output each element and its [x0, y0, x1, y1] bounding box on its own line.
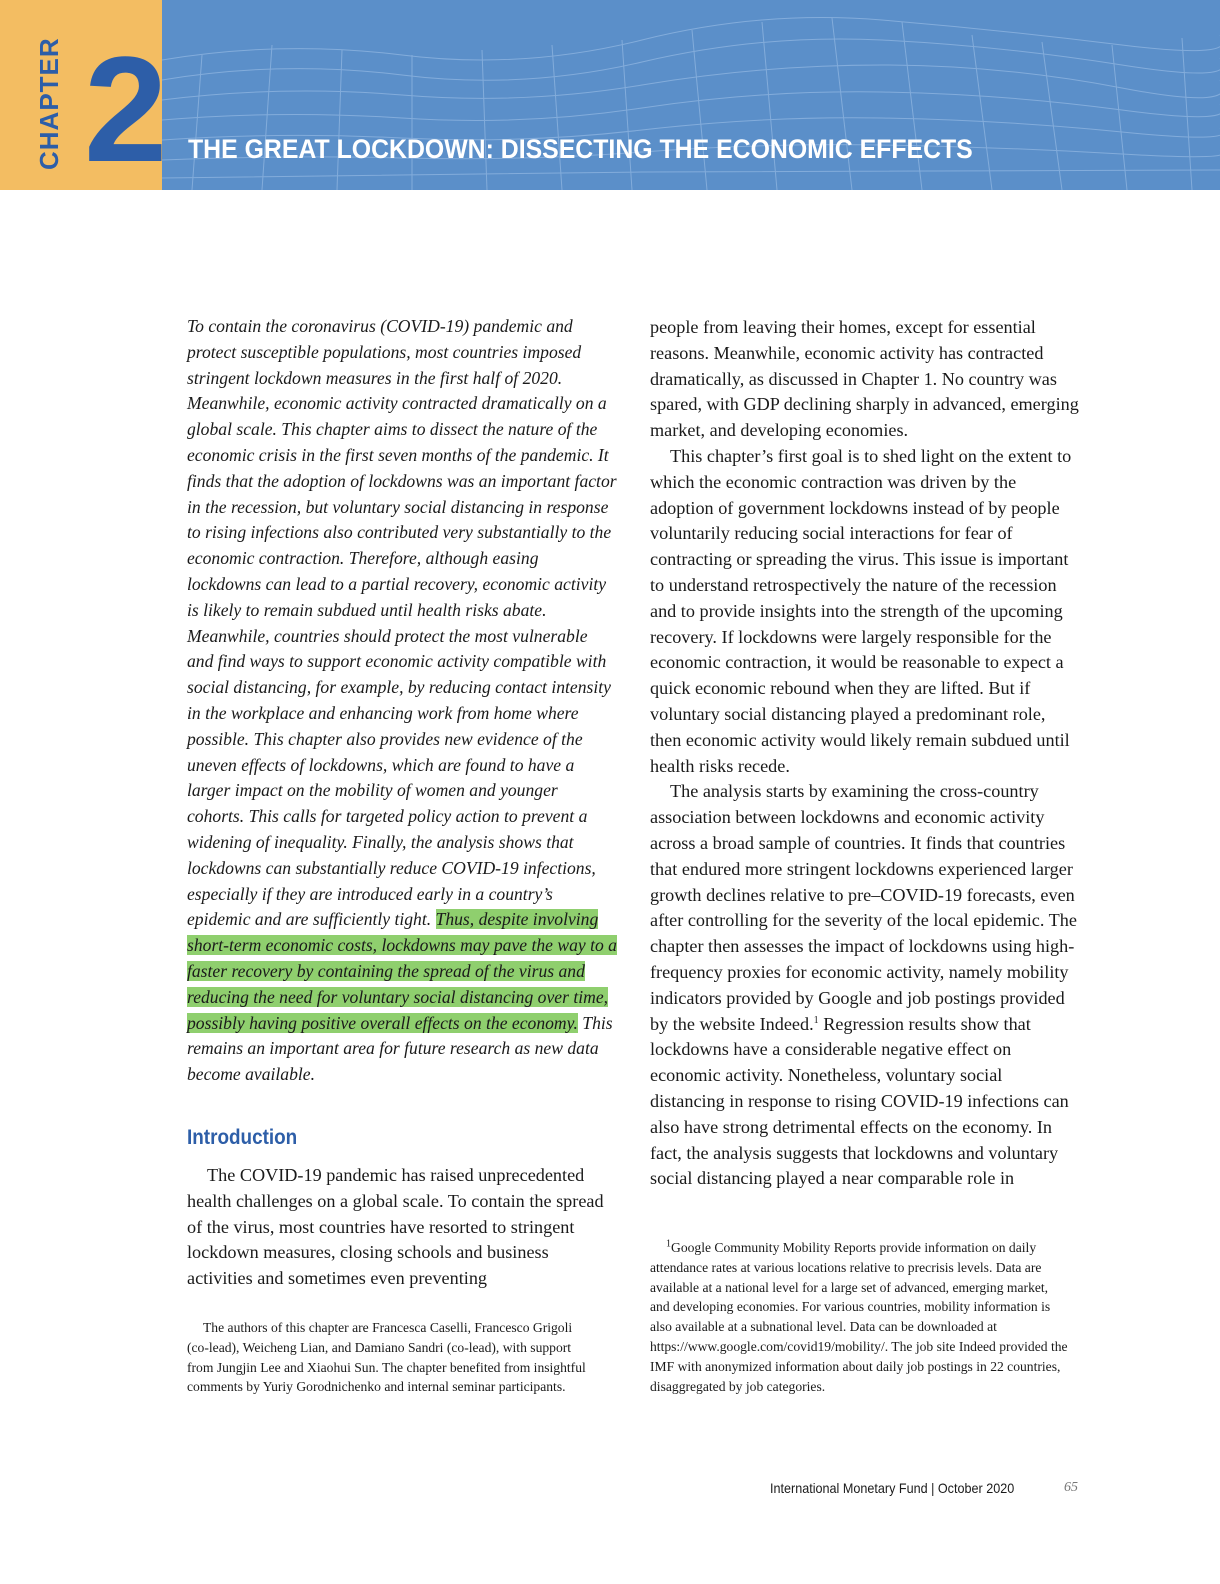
right-paragraph-1: people from leaving their homes, except for essential reasons. Meanwhile, economic activity has contracted dramatically, as discussed in Chapter 1. No country was spared, with GDP declining sharply in advanced, emerging market, and developing economies.	[650, 317, 1079, 441]
chapter-number: 2	[84, 25, 164, 193]
abstract-text: To contain the coronavirus (COVID-19) pandemic and protect susceptible populations, most countries imposed stringent lockdown measures in the first half of 2020. Meanwhile, economic activity contracted dramatically on a global scale. This chapter aims to dissect the nature of the economic crisis in the first seven months of the pandemic. It finds that the adoption of lockdowns was an important factor in the recession, but voluntary social distancing in response to rising infections also contributed very substantially to the economic contraction. Therefore, although easing lockdowns can lead to a partial recovery, economic activity is likely to remain subdued until health risks abate. Meanwhile, countries should protect the most vulnerable and find ways to support economic activity compatible with social distancing, for example, by reducing contact intensity in the workplace and enhancing work from home where possible. This chapter also provides new evidence of the uneven effects of lockdowns, which are found to have a larger impact on the mobility of women and younger cohorts. This calls for targeted policy action to prevent a widening of inequality. Finally, the analysis shows that lockdowns can substantially reduce COVID-19 infections, especially if they are introduced early in a country’s epidemic and are sufficiently tight.	[187, 316, 617, 930]
page-footer	[770, 1480, 1080, 1496]
footer-separator: |	[927, 1480, 938, 1496]
publication-name: International Monetary Fund	[770, 1480, 928, 1496]
footnote-1-text	[650, 1238, 1070, 1396]
abstract-text-end: This remains an important area for future research as new data become available.	[187, 1012, 613, 1085]
chapter-abstract	[187, 314, 617, 1088]
footnote-1	[650, 1238, 1070, 1396]
right-column-body	[650, 315, 1080, 1192]
intro-paragraph: The COVID-19 pandemic has raised unprecedented health challenges on a global scale. To contain the spread of the virus, most countries have resorted to stringent lockdown measures, closing schools and business activities and sometimes even preventing	[187, 1165, 604, 1289]
footnote-reference-1[interactable]: 1	[813, 1014, 819, 1026]
authors-note: The authors of this chapter are Francesca Caselli, Francesco Grigoli (co-lead), Weicheng Lian, and Damiano Sandri (co-lead), with support from Jungjin Lee and Xiaohui Sun. The chapter benefited from insightful comments by Yuriy Gorodnichenko and internal seminar participants.	[187, 1320, 586, 1395]
highlighted-text: Thus, despite involving short-term economic costs, lockdowns may pave the way to a faster recovery by containing the spread of the virus and reducing the need for voluntary social distancing over time, possibly having positive overall effects on the economy.	[187, 909, 617, 1033]
footnote-1-body: Google Community Mobility Reports provide information on daily attendance rates at various locations relative to precrisis levels. Data are available at a national level for a large set of advanced, emerging market, and developing economies. For various countries, mobility information is also available at a subnational level. Data can be downloaded at https://www.google.com/covid19/mobility/. The job site Indeed provided the IMF with anonymized information about daily job postings in 22 countries, disaggregated by job categories.	[650, 1240, 1068, 1394]
footer-publication	[770, 1480, 1014, 1496]
right-paragraph-3	[650, 779, 1080, 1192]
authors-footnote	[187, 1318, 597, 1397]
section-heading-introduction: Introduction	[187, 1126, 298, 1149]
footnote-1-mark: 1	[666, 1238, 671, 1250]
chapter-word: CHAPTER	[34, 37, 64, 170]
chapter-title: THE GREAT LOCKDOWN: DISSECTING THE ECONOMIC EFFECTS	[188, 134, 973, 164]
introduction-body	[187, 1163, 607, 1292]
p3-text-end: Regression results show that lockdowns have a considerable negative effect on economic activity. Nonetheless, voluntary social distancing in response to rising COVID-19 infections can also have strong detrimental effects on the economy. In fact, the analysis suggests that lockdowns and voluntary social distancing played a near comparable role in	[650, 1013, 1069, 1189]
p3-text: The analysis starts by examining the cross-country association between lockdowns and economic activity across a broad sample of countries. It finds that countries that endured more stringent lockdowns experienced larger growth declines relative to pre–COVID-19 forecasts, even after controlling for the severity of the local epidemic. The chapter then assesses the impact of lockdowns using high-frequency proxies for economic activity, namely mobility indicators provided by Google and job postings provided by the website Indeed.	[650, 781, 1077, 1034]
page-number: 65	[1064, 1480, 1078, 1495]
publication-date: October 2020	[937, 1480, 1015, 1496]
right-paragraph-2: This chapter’s first goal is to shed light on the extent to which the economic contraction was driven by the adoption of government lockdowns instead of by people voluntarily reducing social interactions for fear of contracting or spreading the virus. This issue is important to understand retrospectively the nature of the recession and to provide insights into the strength of the upcoming recovery. If lockdowns were largely responsible for the economic contraction, it would be reasonable to expect a quick economic rebound when they are lifted. But if voluntary social distancing played a predominant role, then economic activity would likely remain subdued until health risks recede.	[650, 445, 1072, 776]
chapter-label-box	[0, 0, 164, 193]
